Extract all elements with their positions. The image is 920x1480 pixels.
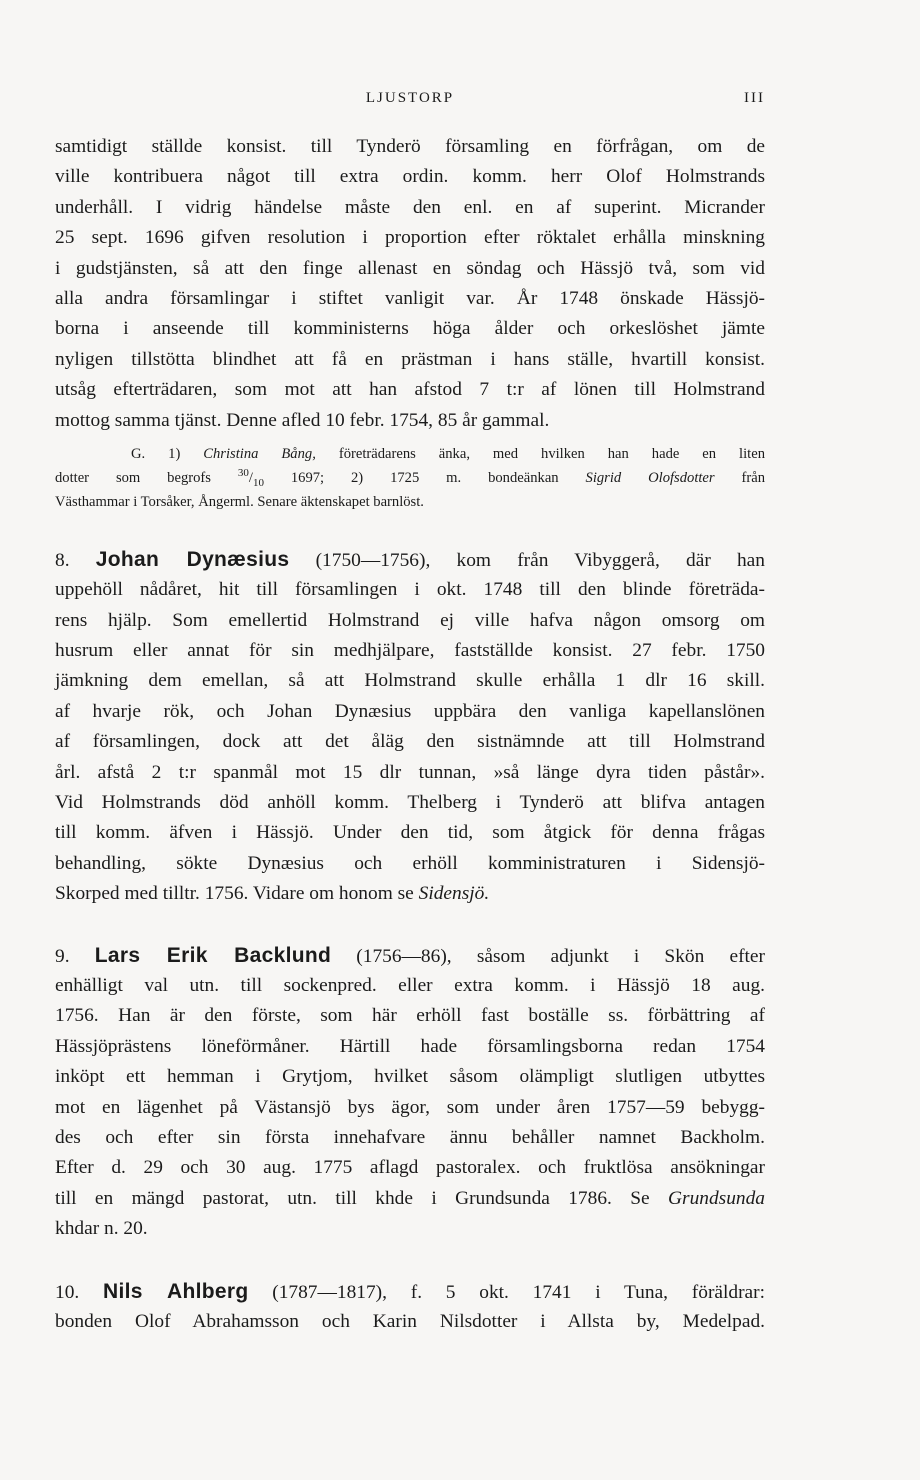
text-line: nyligen tillstötta blindhet att få en prästman i hans ställe, hvartill konsist.: [55, 348, 765, 370]
entry-number: 9.: [55, 945, 70, 967]
text-line: af hvarje rök, och Johan Dynæsius uppbära den vanliga kapellanslönen: [55, 700, 765, 722]
note-text: från: [741, 469, 766, 486]
text-line: mottog samma tjänst. Denne afled 10 febr. 1754, 85 år gammal.: [55, 409, 550, 431]
entry-name: Lars Erik Backlund: [94, 943, 332, 967]
entry-number: 8.: [55, 549, 70, 571]
note-prefix: G. 1): [131, 445, 181, 462]
text-line: årl. afstå 2 t:r spanmål mot 15 dlr tunnan, »så länge dyra tiden påstår».: [55, 761, 765, 783]
text-line: [55, 1184, 765, 1214]
running-title: LJUSTORP: [365, 90, 455, 106]
text-line: behandling, sökte Dynæsius och erhöll komministraturen i Sidensjö-: [55, 852, 765, 874]
fraction-numerator: 30: [237, 467, 249, 480]
text-line: Hässjöprästens löneförmåner. Härtill hade församlingsborna redan 1754: [55, 1035, 765, 1057]
entry-text: (1756—86), såsom adjunkt i Skön efter: [356, 945, 765, 967]
text-line: jämkning dem emellan, så att Holmstrand skulle erhålla 1 dlr 16 skill.: [55, 670, 765, 692]
entry-heading-line: [55, 545, 765, 575]
text-line: ville kontribuera något till extra ordin. komm. herr Olof Holmstrands: [55, 166, 765, 188]
text-line: inköpt ett hemman i Grytjom, hvilket såsom olämpligt slutligen utbyttes: [55, 1066, 765, 1088]
text-line: till komm. äfven i Hässjö. Under den tid, som åtgick för denna frågas: [55, 822, 765, 844]
continuation-paragraph: [55, 132, 765, 436]
text-line: khdar n. 20.: [55, 1218, 148, 1240]
cross-reference: Sidensjö.: [418, 883, 490, 905]
note-line: dotter som begrofs $^{30}/_{10}$ 1697; 2) 1725 m. bondeänkan Sigrid Olofsdotter från: [55, 467, 766, 489]
running-head: [55, 90, 765, 114]
entry-10: [55, 1277, 765, 1338]
entry-text: (1787—1817), f. 5 okt. 1741 i Tuna, föräldrar:: [272, 1281, 765, 1303]
note-text: 1697; 2) 1725 m. bondeänkan: [290, 469, 559, 486]
text-line: enhälligt val utn. till sockenpred. eller extra komm. i Hässjö 18 aug.: [55, 974, 765, 996]
entry-text: till en mängd pastorat, utn. till khde i Grundsunda 1786. Se: [55, 1187, 650, 1209]
wife-name: Sigrid Olofsdotter: [585, 469, 715, 486]
note-text: företrädarens änka, med hvilken han hade en liten: [338, 445, 765, 462]
text-line: Vid Holmstrands död anhöll komm. Thelberg i Tynderö att blifva antagen: [55, 792, 765, 814]
text-line: uppehöll nådåret, hit till församlingen i okt. 1748 till den blinde företräda-: [55, 579, 765, 601]
entry-heading-line: [55, 941, 765, 971]
text-line: af församlingen, dock att det åläg den sistnämnde att till Holmstrand: [55, 731, 765, 753]
text-line: 1756. Han är den förste, som här erhöll fast boställe ss. förbättring af: [55, 1005, 765, 1027]
entry-8: [55, 545, 765, 910]
entry-text: Skorped med tilltr. 1756. Vidare om honom se: [55, 883, 414, 905]
text-line: rens hjälp. Som emellertid Holmstrand ej ville hafva någon omsorg om: [55, 609, 765, 631]
entry-heading-line: [55, 1277, 765, 1307]
cross-reference: Grundsunda: [668, 1187, 765, 1209]
note-line: [55, 442, 765, 466]
marriage-note: [55, 442, 765, 514]
text-line: des och efter sin första innehafvare ännu behåller namnet Backholm.: [55, 1126, 765, 1148]
text-line: underhåll. I vidrig händelse måste den enl. en af superint. Micrander: [55, 196, 765, 218]
text-line: husrum eller annat för sin medhjälpare, fastställde konsist. 27 febr. 1750: [55, 640, 765, 662]
entry-name: Johan Dynæsius: [95, 547, 290, 571]
text-line: alla andra församlingar i stiftet vanligit var. År 1748 önskade Hässjö-: [55, 287, 765, 309]
text-line: bonden Olof Abrahamsson och Karin Nilsdotter i Allsta by, Medelpad.: [55, 1310, 765, 1332]
fraction-denominator: 10: [252, 476, 264, 489]
wife-name: Christina Bång,: [203, 445, 316, 462]
text-line: 25 sept. 1696 gifven resolution i proportion efter röktalet erhålla minskning: [55, 227, 765, 249]
text-line: Efter d. 29 och 30 aug. 1775 aflagd pastoralex. och fruktlösa ansökningar: [55, 1157, 765, 1179]
text-line: utsåg efterträdaren, som mot att han afstod 7 t:r af lönen till Holmstrand: [55, 379, 765, 401]
text-line: samtidigt ställde konsist. till Tynderö församling en förfrågan, om de: [55, 136, 765, 157]
entry-name: Nils Ahlberg: [103, 1279, 249, 1303]
text-line: mot en lägenhet på Västansjö bys ägor, som under åren 1757—59 bebygg-: [55, 1096, 765, 1118]
entry-9: [55, 941, 765, 1245]
text-line: [55, 879, 765, 909]
entry-text: (1750—1756), kom från Vibyggerå, där han: [315, 549, 765, 571]
text-line: i gudstjänsten, så att den finge allenast en söndag och Hässjö två, som vid: [55, 257, 765, 279]
text-line: borna i anseende till komministerns höga ålder och orkeslöshet jämte: [55, 318, 765, 340]
note-text: dotter som begrofs: [55, 469, 211, 486]
page-number: III: [744, 90, 765, 106]
entry-number: 10.: [55, 1281, 80, 1303]
note-line: Västhammar i Torsåker, Ångerml. Senare äktenskapet barnlöst.: [55, 493, 424, 510]
body-text: [55, 132, 765, 1337]
